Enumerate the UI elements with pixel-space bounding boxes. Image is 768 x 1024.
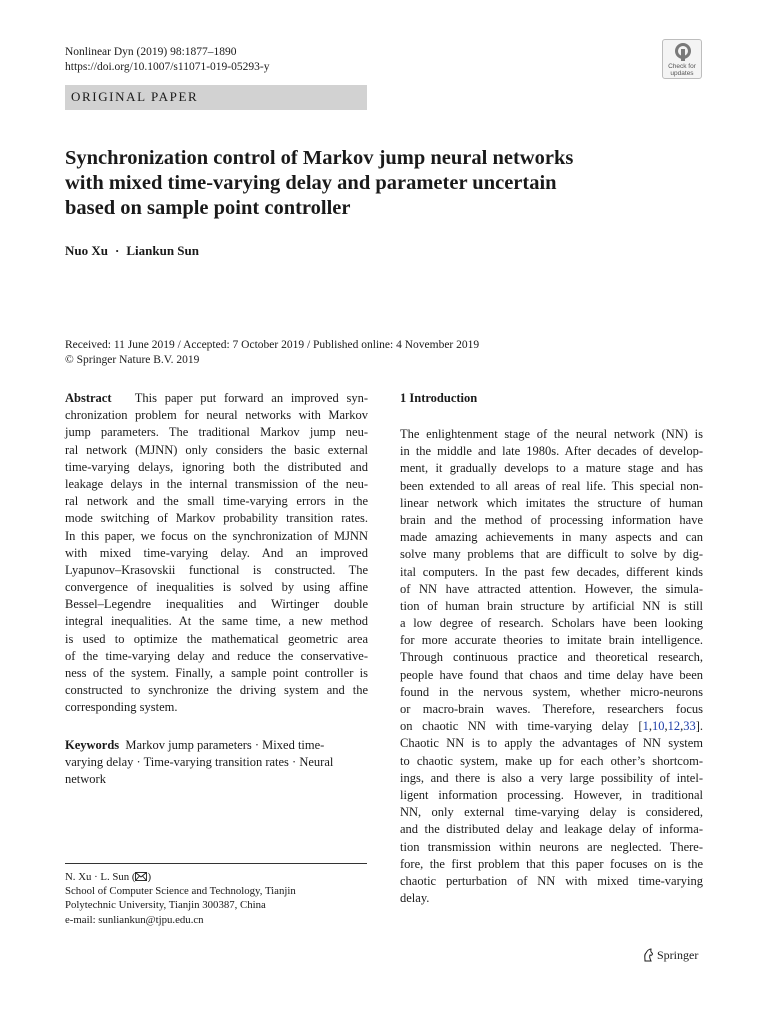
citation-link[interactable]: 10: [651, 719, 665, 734]
abstract-line: convergence of inequalities is solved by using affine: [65, 580, 368, 595]
author-list: [65, 243, 199, 259]
title-line: with mixed time-varying delay and parameter uncertain: [65, 172, 557, 194]
keywords-line: network: [65, 772, 106, 787]
intro-line: The enlightenment stage of the neural network (NN) is: [400, 427, 703, 441]
intro-line: or macro-brain waves. Therefore, researchers focus: [400, 702, 703, 716]
publisher-mark: [642, 948, 698, 963]
abstract-line: ness of the system. Finally, a sample point controller is: [65, 666, 368, 680]
springer-horse-icon: [642, 948, 654, 962]
intro-line: ital computers. In the past few decades, different kinds: [400, 564, 703, 579]
intro-line: fore, the first problem that this paper focuses on is the: [400, 856, 703, 871]
abstract-line: constructed to synchronize the driving system and the: [65, 683, 368, 698]
footnote-rule: [65, 863, 367, 864]
journal-header: [65, 45, 269, 75]
abstract-line: [65, 390, 368, 407]
intro-line: found in the nervous system, whether micro-neurons: [400, 684, 703, 699]
doi-link[interactable]: https://doi.org/10.1007/s11071-019-05293-y: [65, 61, 270, 73]
abstract-line: In this paper, we focus on the synchronization of MJNN: [65, 528, 368, 543]
abstract-line: jump parameters. The traditional Markov jump neu-: [65, 425, 368, 440]
publication-dates: [65, 338, 479, 368]
abstract: [65, 390, 368, 717]
badge-line1: Check for: [668, 63, 696, 70]
affiliation-line: Polytechnic University, Tianjin 300387, China: [65, 899, 266, 912]
paper-title: [65, 146, 665, 221]
affiliation-names: [65, 870, 296, 884]
abstract-line: mode switching of Markov probability transition rates.: [65, 511, 368, 526]
keywords-heading: Keywords: [65, 738, 120, 752]
intro-text: ].: [695, 719, 703, 734]
title-line: Synchronization control of Markov jump neural networks: [65, 147, 574, 169]
journal-citation: Nonlinear Dyn (2019) 98:1877–1890: [65, 46, 237, 58]
intro-line: Through continuous practice and theoretical research,: [400, 650, 703, 665]
abstract-line: leakage delays in the internal transmission of the neu-: [65, 476, 368, 491]
intro-line: for more accurate theories to imitate brain intelligence.: [400, 633, 703, 648]
intro-line: solve many problems that are difficult to solve by dig-: [400, 547, 703, 562]
badge-line2: updates: [670, 70, 694, 77]
author-email[interactable]: e-mail: sunliankun@tjpu.edu.cn: [65, 913, 204, 926]
abstract-line: of the time-varying delay and reduce the conservative-: [65, 648, 368, 663]
abstract-line: is used to optimize the mathematical geometric area: [65, 631, 368, 646]
author-name[interactable]: Nuo Xu: [65, 243, 108, 258]
abstract-line: corresponding system.: [65, 700, 178, 715]
abstract-text: This paper put forward an improved syn-: [134, 391, 369, 405]
affiliation: [65, 870, 296, 927]
citation-link[interactable]: 12: [667, 719, 681, 734]
intro-line: been extended to all areas of real life. This special non-: [400, 478, 703, 493]
intro-line: brain and the method of processing information have: [400, 512, 703, 527]
citation-link[interactable]: 1: [642, 719, 649, 734]
keywords-line: varying delay · Time-varying transition rates · Neural: [65, 755, 334, 770]
intro-line: of NN have attracted attention. However, the simula-: [400, 581, 703, 596]
intro-line-citations: on chaotic NN with time-varying delay [1,10,12,33].: [400, 719, 703, 734]
citation-link[interactable]: 33: [683, 719, 696, 734]
introduction-body: [400, 426, 703, 907]
intro-line: a low degree of research. Scholars have been looking: [400, 616, 703, 631]
abstract-line: ral network and the small time-varying errors in the: [65, 494, 368, 509]
keywords-line: [65, 737, 368, 754]
abstract-line: integral inequalities. At the same time, a new method: [65, 614, 368, 629]
intro-line: NN, only external time-varying delay is considered,: [400, 805, 703, 820]
check-for-updates-badge[interactable]: [662, 39, 702, 79]
section-heading-introduction: 1 Introduction: [400, 391, 478, 405]
intro-line: chaotic perturbation of NN with mixed time-varying: [400, 873, 703, 888]
intro-line: in the middle and late 1980s. After decades of develop-: [400, 444, 703, 459]
article-type-label: ORIGINAL PAPER: [71, 89, 199, 104]
intro-line: tion of human brain structure by artificial NN is still: [400, 598, 703, 613]
intro-line: and the distributed delay and leakage delay of informa-: [400, 822, 703, 837]
affiliation-line: School of Computer Science and Technology, Tianjin: [65, 885, 296, 898]
abstract-line: ral network (MJNN) only considers the basic external: [65, 442, 368, 457]
abstract-heading: Abstract: [65, 391, 112, 405]
abstract-line: Bessel–Legendre inequalities and Wirtinger double: [65, 597, 368, 612]
intro-line: ment, it gradually develops to a mature stage and has: [400, 461, 703, 476]
copyright-line: © Springer Nature B.V. 2019: [65, 354, 200, 366]
abstract-line: Lyapunov–Krasovskii functional is constructed. The: [65, 562, 368, 577]
author-name[interactable]: Liankun Sun: [126, 243, 199, 258]
update-check-icon: [674, 42, 692, 62]
author-separator: ·: [115, 243, 120, 258]
intro-line: tion transmission within neurons are neglected. There-: [400, 839, 703, 854]
intro-line: Chaotic NN is to apply the advantages of NN system: [400, 736, 703, 751]
intro-line: people have found that chaos and time delay have been: [400, 667, 703, 682]
intro-text: on chaotic NN with time-varying delay [: [400, 719, 643, 734]
title-line: based on sample point controller: [65, 197, 351, 219]
intro-line: ings, and there is also a very large possibility of intel-: [400, 770, 703, 785]
dates-line: Received: 11 June 2019 / Accepted: 7 October 2019 / Published online: 4 November 2019: [65, 339, 480, 351]
intro-line: ligent information processing. However, in traditional: [400, 787, 703, 802]
article-type-banner: [65, 85, 367, 110]
intro-line: made amazing achievements in many aspects and can: [400, 530, 703, 545]
keywords: [65, 737, 368, 789]
paren-close: ): [147, 871, 152, 883]
publisher-name: Springer: [657, 948, 699, 962]
intro-line: delay.: [400, 891, 430, 906]
abstract-line: chronization problem for neural networks with Markov: [65, 408, 368, 423]
abstract-line: with mixed time-varying delay. And an improved: [65, 545, 368, 560]
envelope-icon: [135, 872, 147, 881]
keywords-text: Markov jump parameters · Mixed time-: [125, 738, 325, 752]
intro-line: to chaotic system, make up for each other’s shortcom-: [400, 753, 703, 768]
intro-line: linear network which imitates the structure of human: [400, 495, 703, 510]
abstract-line: time-varying delays, ignoring both the distributed and: [65, 459, 368, 474]
author-initials: N. Xu · L. Sun (: [65, 871, 136, 883]
